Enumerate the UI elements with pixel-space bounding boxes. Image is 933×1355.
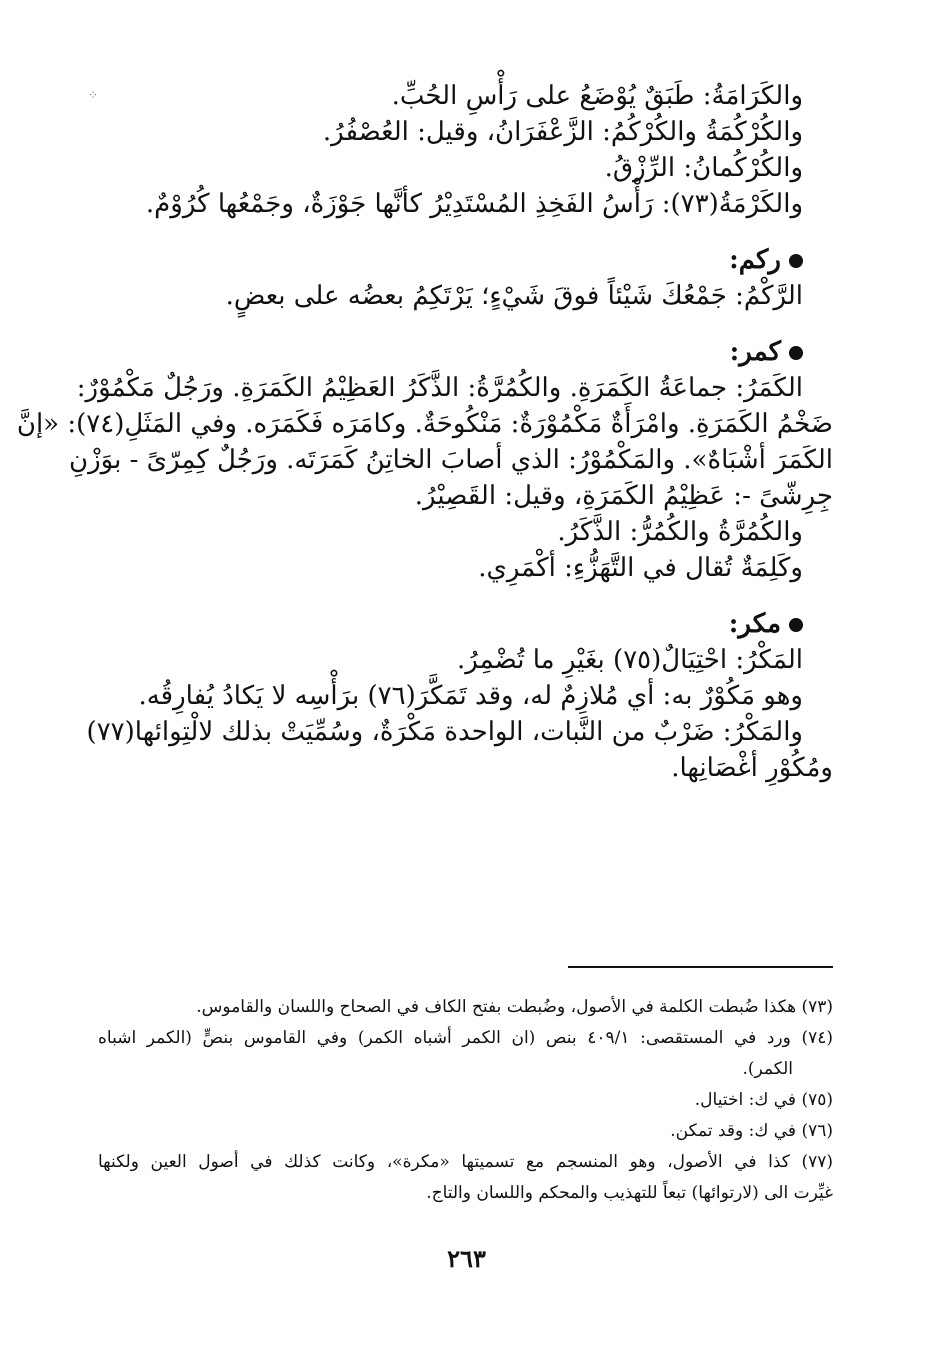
entry-line: والكُمُرَّةُ والكُمُرُّ: الذَّكَرُ.	[557, 517, 803, 547]
footnote-75: (٧٥) في ك: اختيال.	[694, 1090, 833, 1110]
entry-line: المَكْرُ: احْتِيَالٌ(٧٥) بغَيْرِ ما تُضْمِرُ.	[457, 645, 803, 675]
entry-line: الكَمَرَ أشْبَاهٌ». والمَكْمُوْرُ: الذي أصابَ الخاتِنُ كَمَرَتَه. ورَجُلٌ كِمِرّىً - بوَزْنِ	[69, 445, 833, 475]
entry-line: وكَلِمَةٌ تُقال في التَّهَزُّءِ: أكْمَرِي.	[478, 553, 803, 583]
bullet-icon	[789, 346, 803, 360]
entry-line: الكَمَرُ: جماعَةُ الكَمَرَةِ. والكُمُرَّةُ: الذَّكَرُ العَظِيْمُ الكَمَرَةِ. ورَجُلٌ مَكْمُوْرٌ:	[76, 373, 803, 403]
footnote-divider	[568, 966, 833, 968]
section-heading-mkr: مكر:	[98, 606, 833, 642]
footnote-74: (٧٤) ورد في المستقصى: ٤٠٩/١ بنص (ان الكمر أشباه الكمر) وفي القاموس بنصٍّ (الكمر اشباه	[98, 1028, 833, 1048]
bullet-icon	[789, 618, 803, 632]
entry-line: والكُرْكُمَةُ والكُرْكُمُ: الزَّعْفَرَانُ، وقيل: العُصْفُرُ.	[322, 117, 803, 147]
main-text	[16, 78, 833, 786]
entry-line: والكُرْكُمانُ: الرِّزْقُ.	[604, 153, 803, 183]
footnote-77-continued: غيِّرت الى (لارتوائها) تبعاً للتهذيب والمحكم واللسان والتاج.	[426, 1183, 833, 1203]
section-heading-kmr: كمر:	[98, 334, 833, 370]
footnotes	[98, 992, 833, 1209]
entry-line: الرَّكْمُ: جَمْعُكَ شَيْئاً فوقَ شَيْءٍ؛ يَرْتَكِمُ بعضُه على بعضٍ.	[225, 281, 803, 311]
footnote-76: (٧٦) في ك: وقد تمكن.	[670, 1121, 833, 1141]
footnote-73: (٧٣) هكذا ضُبطت الكلمة في الأصول، وضُبطت بفتح الكاف في الصحاح واللسان والقاموس.	[196, 997, 833, 1017]
section-heading-rkm: ركم:	[98, 242, 833, 278]
page-number: ٢٦٣	[447, 1244, 486, 1273]
entry-line: والكَرْمَةُ(٧٣): رَأْسُ الفَخِذِ المُسْتَدِيْرُ كأنَّها جَوْزَةٌ، وجَمْعُها كُرُوْمٌ.	[145, 189, 803, 219]
entry-line: والكَرَامَةُ: طَبَقٌ يُوْضَعُ على رَأْسِ الحُبِّ.	[391, 81, 803, 111]
footnote-74-continued: الكمر).	[742, 1059, 793, 1079]
entry-line: جِرِشّىً -: عَظِيْمُ الكَمَرَةِ، وقيل: القَصِيْرُ.	[414, 481, 833, 511]
bullet-icon	[789, 254, 803, 268]
entry-line: ضَخْمُ الكَمَرَةِ. وامْرَأَةٌ مَكْمُوْرَةٌ: مَنْكُوحَةٌ. وكامَرَه فَكَمَرَه. وفي المَثَلِ(٧٤): «إنَّ	[16, 409, 833, 439]
entry-line: والمَكْرُ: ضَرْبٌ من النَّبات، الواحدة مَكْرَةٌ، وسُمِّيَتْ بذلك لالْتِوائها(٧٧)	[86, 717, 803, 747]
footnote-77: (٧٧) كذا في الأصول، وهو المنسجم مع تسميتها «مكرة»، وكانت كذلك في أصول العين ولكنها	[98, 1152, 833, 1172]
margin-mark: ⁘	[88, 88, 99, 102]
entry-line: وهو مَكُوْرٌ به: أي مُلازِمٌ له، وقد تَمَكَّرَ(٧٦) برَأْسِه لا يَكادُ يُفارِقُه.	[138, 681, 803, 711]
entry-line: ومُكُوْرِ أغْصَانِها.	[671, 753, 833, 783]
